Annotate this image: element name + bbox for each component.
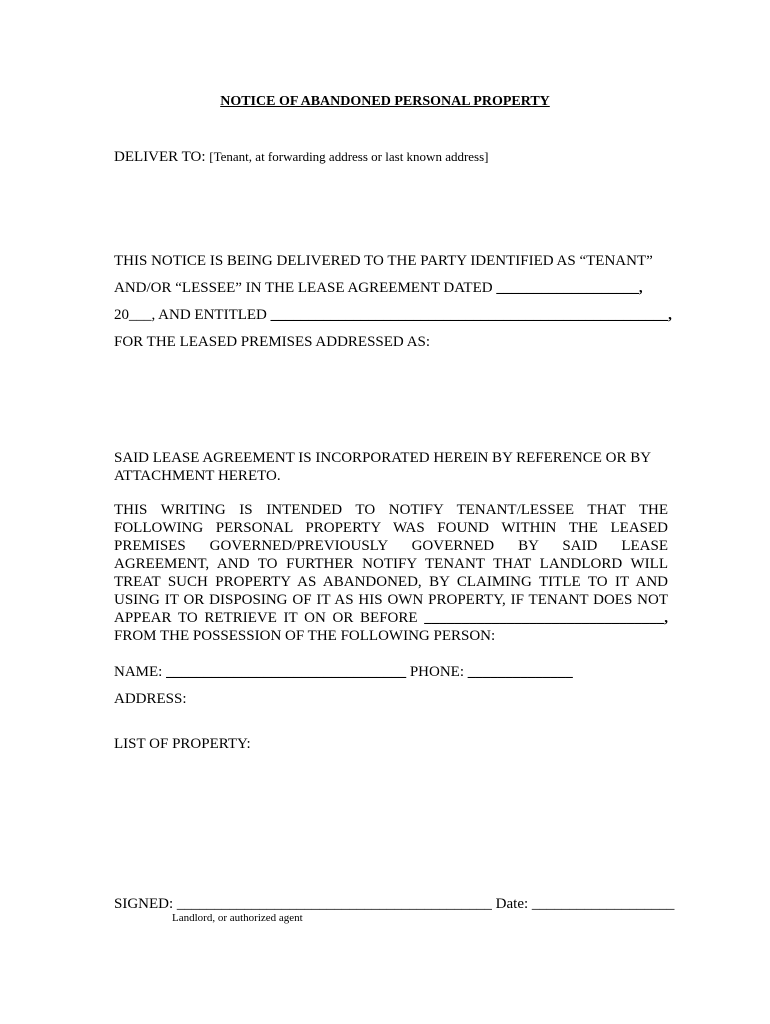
lease-date-blank: ___________________, xyxy=(496,280,643,296)
writing-line: PREMISES GOVERNED/PREVIOUSLY GOVERNED BY SAID LEASE xyxy=(114,538,668,554)
phone-blank: ______________ xyxy=(467,664,573,680)
notice-line-4: FOR THE LEASED PREMISES ADDRESSED AS: xyxy=(114,334,431,350)
incorporated-line-1: SAID LEASE AGREEMENT IS INCORPORATED HEREIN BY REFERENCE OR BY xyxy=(114,450,652,466)
notice-line-3-text: 20___, AND ENTITLED xyxy=(114,307,267,323)
phone-label: PHONE: xyxy=(409,664,465,680)
appear-line-text: APPEAR TO RETRIEVE IT ON OR BEFORE xyxy=(114,610,418,626)
date-label: Date: xyxy=(495,896,529,912)
signature-caption: Landlord, or authorized agent xyxy=(172,912,303,924)
writing-line: TREAT SUCH PROPERTY AS ABANDONED, BY CLAIMING TITLE TO IT AND xyxy=(114,574,668,590)
name-blank: ________________________________ xyxy=(166,664,407,680)
date-blank: ___________________ xyxy=(531,896,675,912)
name-phone-line xyxy=(114,663,573,681)
writing-paragraph xyxy=(114,501,668,645)
writing-line: AGREEMENT, AND TO FURTHER NOTIFY TENANT THAT LANDLORD WILL xyxy=(114,556,668,572)
signed-label: SIGNED: xyxy=(114,896,174,912)
deliver-to-line xyxy=(114,148,489,166)
entitled-blank: _____________________________________________________, xyxy=(270,307,672,323)
notice-line-1: THIS NOTICE IS BEING DELIVERED TO THE PARTY IDENTIFIED AS “TENANT” xyxy=(114,253,653,269)
notice-line-2-text: AND/OR “LESSEE” IN THE LEASE AGREEMENT DATED xyxy=(114,280,493,296)
retrieve-date-blank: ________________________________, xyxy=(424,610,669,626)
document-title: NOTICE OF ABANDONED PERSONAL PROPERTY xyxy=(220,94,550,109)
from-line: FROM THE POSSESSION OF THE FOLLOWING PERSON: xyxy=(114,628,496,644)
deliver-to-label: DELIVER TO: xyxy=(114,149,206,165)
notice-line-3 xyxy=(114,306,672,324)
property-label: LIST OF PROPERTY: xyxy=(114,736,251,752)
writing-line: USING IT OR DISPOSING OF IT AS HIS OWN PROPERTY, IF TENANT DOES NOT xyxy=(114,592,668,608)
signature-line xyxy=(114,895,674,913)
signed-blank: __________________________________________ xyxy=(176,896,492,912)
name-label: NAME: xyxy=(114,664,163,680)
writing-line: THIS WRITING IS INTENDED TO NOTIFY TENANT/LESSEE THAT THE xyxy=(114,502,668,518)
notice-line-2 xyxy=(114,279,643,297)
appear-line xyxy=(114,609,668,627)
address-label: ADDRESS: xyxy=(114,691,187,707)
deliver-to-value: [Tenant, at forwarding address or last known address] xyxy=(209,149,489,164)
incorporated-line-2: ATTACHMENT HERETO. xyxy=(114,468,281,484)
writing-line: FOLLOWING PERSONAL PROPERTY WAS FOUND WITHIN THE LEASED xyxy=(114,520,668,536)
